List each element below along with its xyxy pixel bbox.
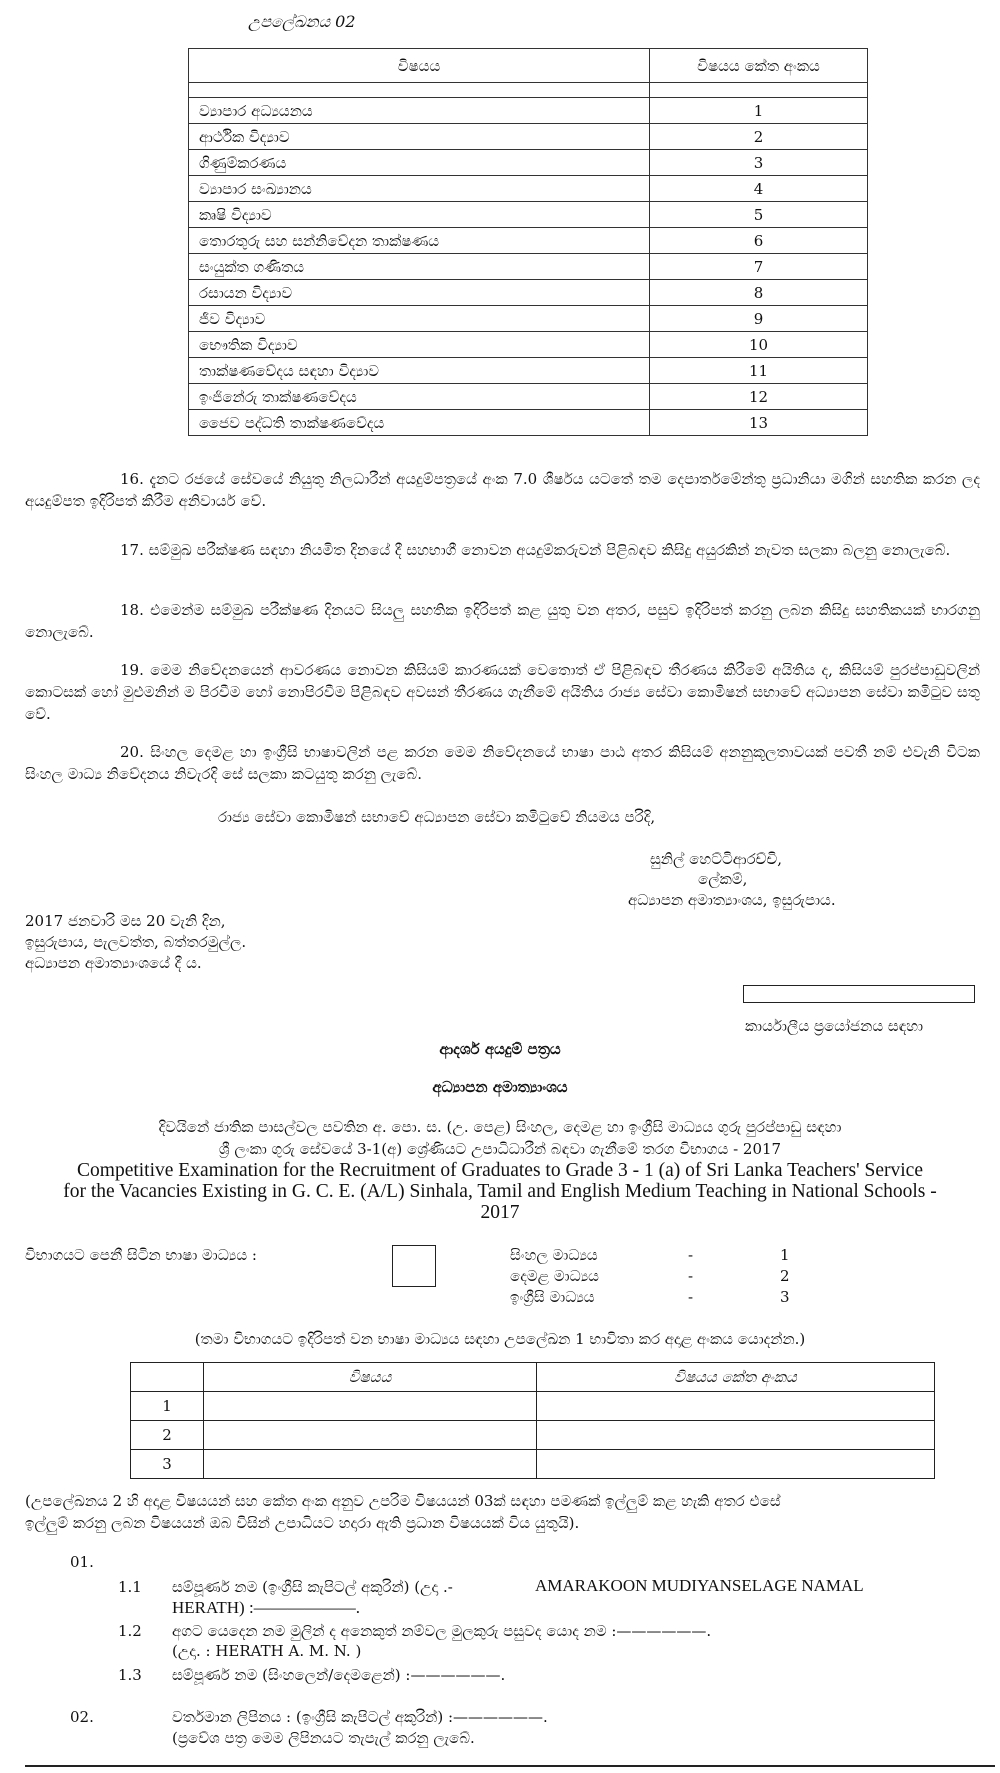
table-row [189,124,868,150]
item-1-3-number: 1.3 [118,1666,142,1684]
section-02-number: 02. [70,1708,94,1726]
code-entry-cell[interactable] [537,1450,935,1479]
subject-code: 4 [650,176,868,202]
office-use-box [743,985,975,1003]
code-column-header: විෂයය කේත අංකය [650,49,868,83]
subject-code: 6 [650,228,868,254]
table-header-row [189,49,868,83]
subject-name: ව්‍යාපාර අධ්‍යයනය [189,98,650,124]
table-row [189,410,868,436]
table-row [189,202,868,228]
subject-code: 5 [650,202,868,228]
subject-name: තාක්ෂණවේදය සඳහා විද්‍යාව [189,358,650,384]
paragraph-18: 18. එමෙන්ම සම්මුඛ පරීක්ෂණ දිනයට සියලු සහතික ඉදිරිපත් කළ යුතු වන අතර, පසුව ඉදිරිපත් කරනු ලබන කිසිදු සහතිකයක් භාරගනු නොලැබේ. [25,601,980,641]
subject-code: 13 [650,410,868,436]
table-row [189,228,868,254]
medium-option-name: දෙමළ මාධ්‍යය [510,1267,599,1285]
table-row [189,384,868,410]
exam-title-en-line3: 2017 [480,1202,520,1223]
ministry-title: අධ්‍යාපන අමාත්‍යාංශය [432,1078,568,1096]
item-2-label: වර්තමාන ලිපිනය : (ඉංග්‍රීසි කැපිටල් අකුරින්) :——————. [172,1708,548,1726]
office-use-label: කාර්යාලීය ප්‍රයෝජනය සඳහා [745,1017,924,1035]
subject-name: ආර්ථික විද්‍යාව [189,124,650,150]
subject-code: 11 [650,358,868,384]
subject-code: 2 [650,124,868,150]
subject-entry-cell[interactable] [204,1421,537,1450]
issue-date: 2017 ජනවාරි මස 20 වැනි දින, [25,912,226,930]
paragraph-19: 19. මෙම නිවේදනයෙන් ආවරණය නොවන කිසියම් කාරණයක් වෙතොත් ඒ පිළිබඳව තීරණය කිරීමේ අයිතිය ද, කිසියම් පුරප්පාඩුවලින් කොටසක් හෝ මුළුමනින් ම පිරවීම හෝ නොපිරවීම පිළිබඳව අවසන් තීරණය ගැනීමේ අයිතිය රාජ්‍ය සේවා කොමිෂන් සභාවේ අධ්‍යාපන සේවා කමිටුව සතු වේ. [25,661,980,723]
issue-place: ඉසුරුපාය, පැලවත්ත, බත්තරමුල්ල. [25,933,247,951]
exam-title-en-line2: for the Vacancies Existing in G. C. E. (A/L) Sinhala, Tamil and English Medium Teaching in National Schools - [63,1181,937,1202]
subject-name: භෞතික විද්‍යාව [189,332,650,358]
item-1-2-label: අගට යෙදෙන නම මුලින් ද අනෙකුත් නම්වල මුලකුරු පසුවද යොද නම :——————. [172,1622,712,1640]
item-1-1-label: සම්පූර්ණ නම (ඉංග්‍රීසි කැපිටල් අකුරින්) (උදා .- [172,1578,453,1596]
subject-code: 10 [650,332,868,358]
subject-code-table [188,48,868,436]
subject-column-header: විෂයය [204,1363,537,1392]
table-row [189,176,868,202]
signatory-office: අධ්‍යාපන අමාත්‍යාංශය, ඉසුරුපාය. [628,891,836,909]
item-1-3-label: සම්පූර්ණ නම (සිංහලෙන්/දෙමළෙන්) :——————. [172,1666,506,1684]
subject-code: 7 [650,254,868,280]
table-row [189,98,868,124]
medium-label: විභාගයට පෙනී සිටින භාෂා මාධ්‍යය : [25,1246,257,1264]
table-header-row [131,1363,935,1392]
signatory-name: සුනිල් හෙට්ටිආරච්චි, [650,850,782,868]
schedule-heading: උපලේඛනය 02 [248,12,356,31]
exam-title-si-line1: දිවයිනේ ජාතික පාසල්වල පවතින අ. පො. ස. (උ. පෙළ) සිංහල, දෙමළ හා ඉංග්‍රීසි මාධ්‍යය ගුරු පුරප්පාඩු සඳහා [158,1118,842,1136]
table-row [189,150,868,176]
table-row [131,1450,935,1479]
medium-option-code: 3 [780,1288,790,1306]
subject-name: ජෛව පද්ධති තාක්ෂණවේදය [189,410,650,436]
paragraph-20: 20. සිංහල දෙමළ හා ඉංග්‍රීසි භාෂාවලින් පළ කරන මෙම නිවේදනයේ භාෂා පාඨ අතර කිසියම් අනනුකූලතාවයක් පවතී නම් එවැනි විටක සිංහල මාධ්‍ය නිවේදනය නිවැරදි සේ සලකා කටයුතු කරනු ලැබේ. [25,743,980,783]
section-01-number: 01. [70,1553,94,1571]
subject-code: 12 [650,384,868,410]
medium-option-dash: - [688,1246,694,1264]
issue-office: අධ්‍යාපන අමාත්‍යාංශයේ දී ය. [25,954,202,972]
exam-title-en-line1: Competitive Examination for the Recruitment of Graduates to Grade 3 - 1 (a) of Sri Lanka Teachers' Service [77,1160,923,1181]
row-number: 1 [131,1392,204,1421]
medium-option-name: සිංහල මාධ්‍යය [510,1246,598,1264]
subject-instruction-line1: (උපලේඛනය 2 හි අදාළ විෂයයන් සහ කේත අංක අනුව උපරිම විෂයයන් 03ක් සඳහා පමණක් ඉල්ලුම් කළ හැකි අතර එසේ [25,1492,781,1510]
subject-name: තොරතුරු සහ සන්නිවේදන තාක්ෂණය [189,228,650,254]
order-line: රාජ්‍ය සේවා කොමිෂන් සභාවේ අධ්‍යාපන සේවා කමිටුවේ නියමය පරිදි, [218,808,656,826]
signatory-title: ලේකම්, [698,870,748,888]
medium-option-code: 1 [780,1246,790,1264]
subject-code: 8 [650,280,868,306]
table-row [131,1392,935,1421]
medium-instruction: (තමා විභාගයට ඉදිරිපත් වන භාෂා මාධ්‍යය සඳහා උපලේඛන 1 භාවිතා කර අදාළ අංකය යොදන්න.) [194,1330,806,1348]
subject-name: රසායන විද්‍යාව [189,280,650,306]
table-row [189,358,868,384]
paragraph-16: 16. දැනට රජයේ සේවයේ නියුතු නිලධාරීන් අයදුම්පත්‍රයේ අංක 7.0 ශීර්ෂය යටතේ තම දෙපාර්තමේන්තු ප්‍රධානියා මගින් සහතික කරන ලද අයදුම්පත ඉදිරිපත් කිරීම අනිවාර්ය වේ. [25,470,980,510]
row-number: 2 [131,1421,204,1450]
subject-code: 3 [650,150,868,176]
table-row [189,306,868,332]
item-1-2-example: (උදා. : HERATH A. M. N. ) [172,1642,362,1660]
code-entry-cell[interactable] [537,1421,935,1450]
medium-code-box[interactable] [392,1245,436,1287]
item-1-1-number: 1.1 [118,1578,142,1596]
exam-title-si-line2: ශ්‍රී ලංකා ගුරු සේවයේ 3-1(අ) ශ්‍රේණියට උපාධිධාරීන් බඳවා ගැනීමේ තරග විභාගය - 2017 [218,1140,782,1158]
row-number: 3 [131,1450,204,1479]
medium-option-dash: - [688,1288,694,1306]
subject-code: 1 [650,98,868,124]
paragraph-17: 17. සම්මුඛ පරීක්ෂණ සඳහා නියමිත දිනයේ දී සහභාගී නොවන අයදුම්කරුවන් පිළිබඳව කිසිදු අයුරකින් නැවත සලකා බලනු නොලැබේ. [120,541,951,559]
medium-option-code: 2 [780,1267,790,1285]
medium-option-name: ඉංග්‍රීසි මාධ්‍යය [510,1288,595,1306]
code-entry-cell[interactable] [537,1392,935,1421]
item-1-1-example: AMARAKOON MUDIYANSELAGE NAMAL [535,1576,864,1595]
form-title: ආදර්ශ අයදුම් පත්‍රය [439,1040,561,1058]
table-row [189,254,868,280]
subject-entry-cell[interactable] [204,1450,537,1479]
subject-name: ජීව විද්‍යාව [189,306,650,332]
item-1-2-number: 1.2 [118,1622,142,1640]
subject-name: ව්‍යාපාර සංඛ්‍යානය [189,176,650,202]
medium-option-dash: - [688,1267,694,1285]
table-row [131,1421,935,1450]
subject-instruction-line2: ඉල්ලුම් කරනු ලබන විෂයයන් ඔබ විසින් උපාධියට හදාරා ඇති ප්‍රධාන විෂයයක් විය යුතුයි). [25,1514,580,1532]
table-row [189,280,868,306]
item-1-1-example-end: HERATH) :——————. [172,1598,360,1617]
bottom-rule [25,1765,995,1767]
item-2-note: (ප්‍රවේශ පත්‍ර මෙම ලිපිනයට තැපැල් කරනු ලැබේ. [172,1729,475,1747]
subject-name: ගිණුම්කරණය [189,150,650,176]
table-row [189,332,868,358]
subject-entry-cell[interactable] [204,1392,537,1421]
subject-code: 9 [650,306,868,332]
subject-column-header: විෂයය [189,49,650,83]
blank-header-cell [131,1363,204,1392]
subject-entry-table [130,1362,935,1479]
subject-name: සංයුක්ත ගණිතය [189,254,650,280]
subject-name: කෘෂි විද්‍යාව [189,202,650,228]
subject-name: ඉංජිනේරු තාක්ෂණවේදය [189,384,650,410]
code-column-header: විෂයය කේත අංකය [537,1363,935,1392]
